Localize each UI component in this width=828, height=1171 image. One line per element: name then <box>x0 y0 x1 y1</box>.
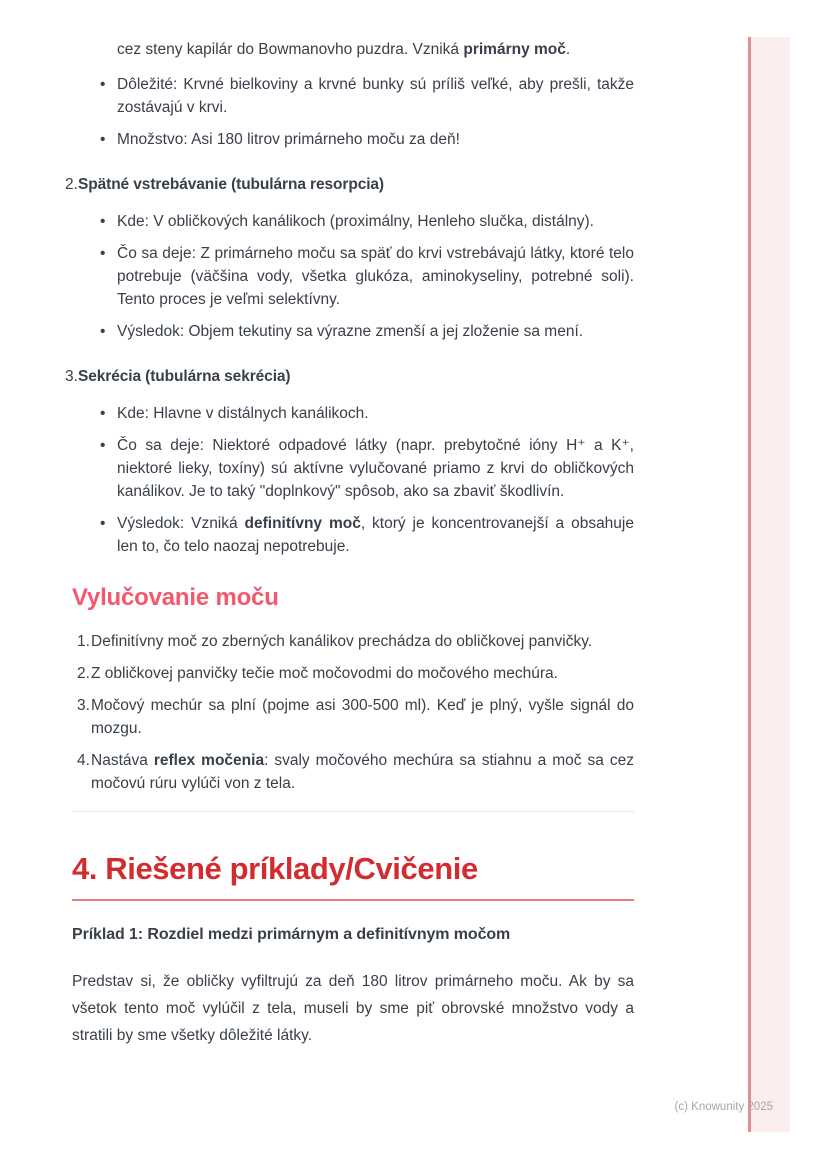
section-bullet-list <box>117 402 634 558</box>
section-title-text: Sekrécia (tubulárna sekrécia) <box>78 368 291 385</box>
step-number: 1. <box>77 633 90 650</box>
main-heading: 4. Riešené príklady/Cvičenie <box>72 850 634 901</box>
bullet-marker <box>100 210 117 233</box>
step-text: Definitívny moč zo zberných kanálikov prechádza do obličkovej panvičky. <box>91 633 593 650</box>
section-bullet-list <box>117 210 634 343</box>
step-text: Nastáva reflex močenia: svaly močového mechúra sa stiahnu a moč sa cez močovú rúru vylúči von z tela. <box>91 752 634 792</box>
bullet-text: Množstvo: Asi 180 litrov primárneho moču za deň! <box>117 131 460 148</box>
section-title-text: Spätné vstrebávanie (tubulárna resorpcia) <box>78 176 384 193</box>
continuation-text: cez steny kapilár do Bowmanovho puzdra. Vzniká primárny moč. <box>117 41 571 58</box>
example-heading: Príklad 1: Rozdiel medzi primárnym a definitívnym močom <box>72 926 511 943</box>
step-text: Močový mechúr sa plní (pojme asi 300-500 ml). Keď je plný, vyšle signál do mozgu. <box>91 697 634 737</box>
bullet-item <box>117 320 634 343</box>
bullet-text: Čo sa deje: Niektoré odpadové látky (napr. prebytočné ióny H⁺ a K⁺, niektoré lieky, toxíny) sú aktívne vylučované priamo z krvi do obličkových kanálikov. Je to taký "doplnkový" spôsob, ako sa zbaviť škodlivín. <box>117 437 634 500</box>
bullet-marker <box>100 512 117 558</box>
bullet-text: Kde: V obličkových kanálikoch (proximálny, Henleho slučka, distálny). <box>117 213 594 230</box>
bullet-item <box>117 242 634 311</box>
bullet-text: Výsledok: Vzniká definitívny moč, ktorý je koncentrovanejší a obsahuje len to, čo telo naozaj nepotrebuje. <box>117 515 634 555</box>
step-item <box>77 630 634 653</box>
bullet-item <box>117 73 634 119</box>
bullet-item <box>117 128 634 151</box>
bullet-text: Kde: Hlavne v distálnych kanálikoch. <box>117 405 369 422</box>
bullet-marker <box>100 73 117 119</box>
copyright-footer: (c) Knowunity 2025 <box>674 1101 773 1113</box>
step-item <box>77 694 634 740</box>
numbered-section-resorpcia <box>65 173 634 343</box>
bullet-text: Výsledok: Objem tekutiny sa výrazne zmenší a jej zloženie sa mení. <box>117 323 584 340</box>
bullet-item <box>117 210 634 233</box>
numbered-section-sekrecia <box>65 365 634 558</box>
section-number: 2. <box>65 176 78 193</box>
subsection-heading: Vylučovanie moču <box>72 584 279 611</box>
bullet-item <box>117 512 634 558</box>
bullet-marker <box>100 128 117 151</box>
example-paragraph: Predstav si, že obličky vyfiltrujú za deň 180 litrov primárneho moču. Ak by sa všetok tento moč vylúčil z tela, museli by sme piť obrovské množstvo vody a stratili by sme všetky dôležité látky. <box>72 973 634 1044</box>
bullet-text: Čo sa deje: Z primárneho moču sa späť do krvi vstrebávajú látky, ktoré telo potrebuje (väčšina vody, všetka glukóza, aminokyseliny, potrebné soli). Tento proces je veľmi selektívny. <box>117 245 634 308</box>
intro-bullet-list <box>117 73 634 151</box>
step-item <box>77 749 634 795</box>
bullet-text: Dôležité: Krvné bielkoviny a krvné bunky sú príliš veľké, aby prešli, takže zostávajú v krvi. <box>117 76 634 116</box>
bullet-marker <box>100 242 117 311</box>
step-number: 3. <box>77 697 90 714</box>
bullet-item <box>117 402 634 425</box>
step-text: Z obličkovej panvičky tečie moč močovodmi do močového mechúra. <box>91 665 558 682</box>
section-number: 3. <box>65 368 78 385</box>
step-number: 4. <box>77 752 90 769</box>
step-item <box>77 662 634 685</box>
bullet-marker <box>100 434 117 503</box>
steps-list <box>72 630 634 795</box>
bullet-marker <box>100 402 117 425</box>
section-title <box>65 365 634 388</box>
section-title <box>65 173 634 196</box>
bullet-item <box>117 434 634 503</box>
section-divider <box>72 811 634 812</box>
page-edge-accent-bar <box>748 37 790 1132</box>
bullet-marker <box>100 320 117 343</box>
step-number: 2. <box>77 665 90 682</box>
